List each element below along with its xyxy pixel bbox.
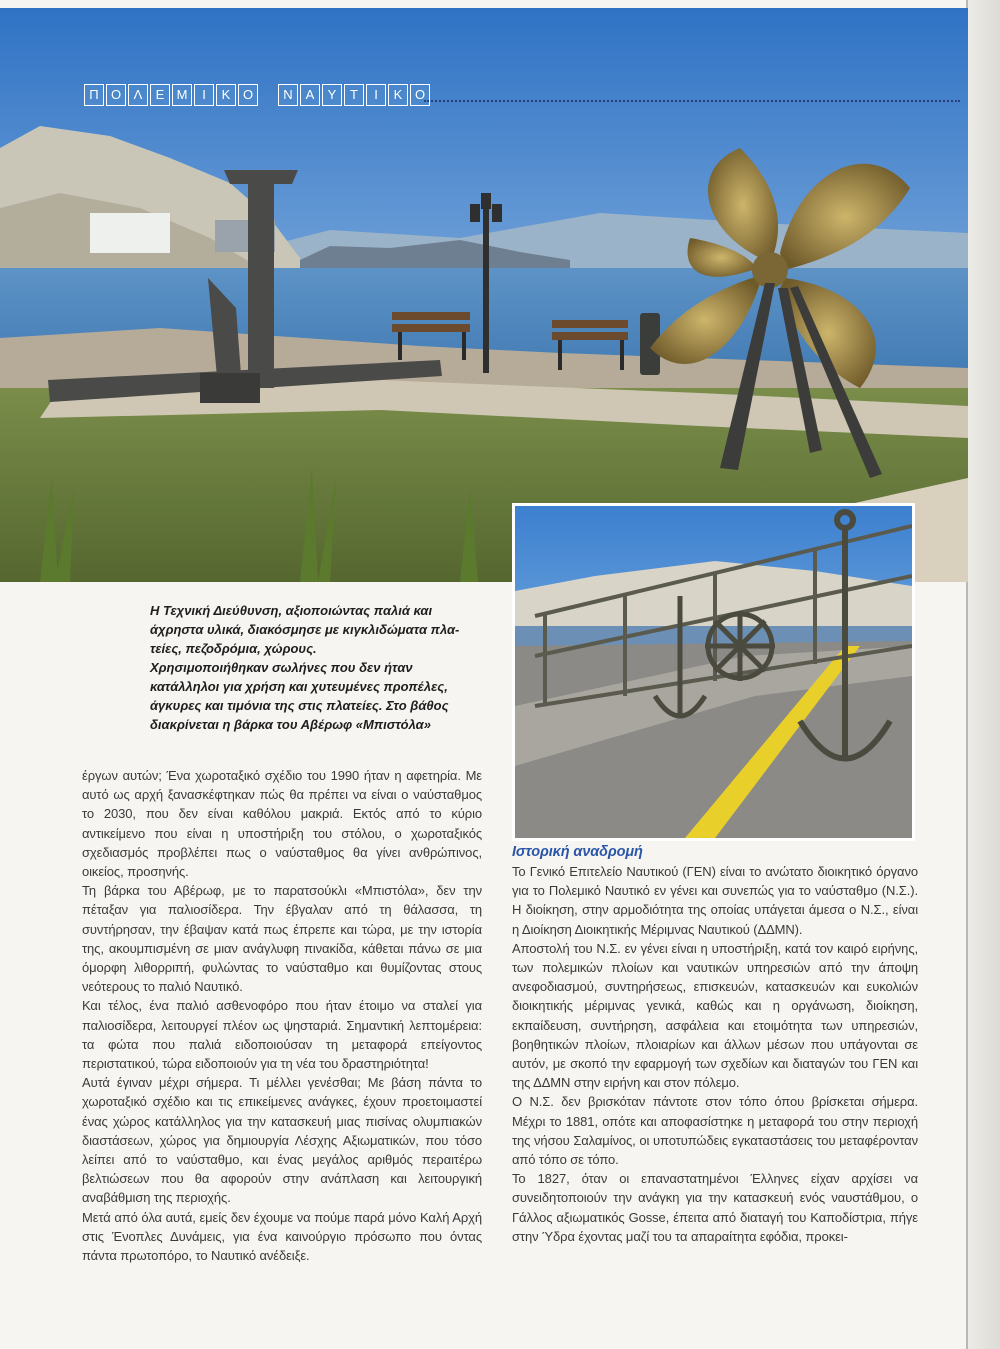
caption-line: Χρησιμοποιήθηκαν σωλήνες που δεν ήταν (150, 660, 413, 675)
inset-photo (512, 503, 915, 841)
caption-line: διακρίνεται η βάρκα του Αβέρωφ «Μπιστόλα» (150, 717, 431, 732)
banner-letter: Λ (128, 84, 148, 106)
banner-letter: Ο (106, 84, 126, 106)
caption-line: Η Τεχνική Διεύθυνση, αξιοποιώντας παλιά και (150, 603, 433, 618)
banner-letter: Π (84, 84, 104, 106)
paragraph: Ο Ν.Σ. δεν βρισκόταν πάντοτε στον τόπο όπου βρίσκεται σήμερα. Μέχρι το 1881, οπότε και αποφασίστηκε η μεταφορά του στην περιοχή της νήσου Σαλαμίνος, οι υποτυπώδεις εγκαταστάσεις του μεταφέρονταν από τόπο σε τόπο. (512, 1094, 918, 1168)
paragraph: Αποστολή του Ν.Σ. εν γένει είναι η υποστήριξη, κατά τον καιρό ειρήνης, των πολεμικών πλοίων και ναυτικών υπηρεσιών από την άποψη ανεφοδιασμού, συντηρήσεως, επισκευών, κατασκευών και ευκολιών διοικητικής μέριμνας γενικά, καθώς και η οργάνωση, διοίκηση, εκπαίδευση, συντήρηση, ασφάλεια και ετοιμότητα των υπηρεσιών, βοηθητικών πλοίων, πλοιαρίων και άλλων μέσων που υπάγονται σε αυτόν, με σκοπό την εφαρμογή των σχεδίων και διαταγών του ΓΕΝ και της ΔΔΜΝ στην ειρήνη και στον πόλεμο. (512, 940, 918, 1091)
banner-letter: Ν (278, 84, 298, 106)
banner-letter: Κ (388, 84, 408, 106)
caption-line: τείες, πεζοδρόμια, χώρους. (150, 641, 317, 656)
caption-line: άγκυρες και τιμόνια της στις πλατείες. Στο βάθος (150, 698, 449, 713)
right-article-column (512, 843, 918, 1246)
paragraph: έργων αυτών; Ένα χωροταξικό σχέδιο του 1990 ήταν η αφετηρία. Με αυτό ως αρχή ξανασκέφτηκαν πώς θα πρέπει να είναι ο ναύσταθμος το 2030, που δεν είναι καθόλου μακριά. Εκτός από το κύριο αντικείμενο που είναι η υποστήριξη του στόλου, ο χωροταξικός σχεδιασμός προβλέπει πως ο ναύσταθμος θα γίνει ανθρώπινος, οικείος, προσηνής. (82, 768, 482, 880)
banner-letter: Υ (322, 84, 342, 106)
banner-letter: Ι (194, 84, 214, 106)
ship-wheel (705, 611, 775, 681)
paragraph: Το Γενικό Επιτελείο Ναυτικού (ΓΕΝ) είναι το ανώτατο διοικητικό όργανο για το Πολεμικό Ναυτικό εν γένει και συνεπώς για το ναύσταθμο (Ν.Σ.). Η διοίκηση, στην αρμοδιότητα της οποίας υπάγεται άμεσα ο Ν.Σ., είναι η Διοίκηση Διοικητικής Μέριμνας Ναυτικού (ΔΔΜΝ). (512, 864, 918, 937)
paragraph: Αυτά έγιναν μέχρι σήμερα. Τι μέλλει γενέσθαι; Με βάση πάντα το χωροταξικό σχέδιο και τις επικείμενες ανάγκες, έχουν προετοιμαστεί ένας χώρος κατάλληλος για την κατασκευή μιας πισίνας ολυμπιακών διαστάσεων, χώρος για δημιουργία Λέσχης Αξιωματικών, που τόσο λείπει από το ναύσταθμο, και ένας μεγάλος αριθμός περαιτέρω βελτιώσεων που θα αφορούν στην ανάπλαση και λειτουργική αναβάθμιση της περιοχής. (82, 1075, 482, 1206)
banner-letter: Α (300, 84, 320, 106)
banner-letter: Ο (238, 84, 258, 106)
banner-letter: Μ (172, 84, 192, 106)
banner-letter: Κ (216, 84, 236, 106)
banner-letter: Ο (410, 84, 430, 106)
paragraph: Και τέλος, ένα παλιό ασθενοφόρο που ήταν έτοιμο να σταλεί για παλιοσίδερα, λειτουργεί πλέον ως ψησταριά. Σημαντική λεπτομέρεια: τα φώτα που παλιά ειδοποιούσαν τη μεταφορά επείγοντος περιστατικού, τώρα ειδοποιούν για τη νέα του δραστηριότητα! (82, 998, 482, 1072)
banner-letter: Ι (366, 84, 386, 106)
paragraph: Το 1827, όταν οι επαναστατημένοι Έλληνες είχαν αρχίσει να συνειδητοποιούν την ανάγκη για την κατασκευή ενός ναυστάθμου, ο Γάλλος αξιωματικός Gosse, έπειτα από διαταγή του Καποδίστρια, πήγε στην Ύδρα έχοντας μαζί του τα απαραίτητα εφόδια, προκει- (512, 1171, 918, 1244)
caption-line: άχρηστα υλικά, διακόσμησε με κιγκλιδώματα πλα- (150, 622, 460, 637)
left-article-column (82, 766, 482, 1265)
caption-line: κατάλληλοι για χρήση και χυτευμένες προπέλες, (150, 679, 448, 694)
banner-letter: Τ (344, 84, 364, 106)
page-margin (968, 0, 1000, 1349)
banner-letter: Ε (150, 84, 170, 106)
section-heading: Ιστορική αναδρομή (512, 844, 643, 860)
paragraph: Μετά από όλα αυτά, εμείς δεν έχουμε να πούμε παρά μόνο Καλή Αρχή στις Ένοπλες Δυνάμεις, για ένα καινούργιο πρόσωπο που όντας πάντα πρωτοπόρο, το Ναυτικό ανέδειξε. (82, 1209, 482, 1264)
section-banner (84, 84, 430, 106)
photo-caption (150, 601, 470, 734)
paragraph: Τη βάρκα του Αβέρωφ, με το παρατσούκλι «Μπιστόλα», δεν την πέταξαν για παλιοσίδερα. Την έβγαλαν από τη θάλασσα, τη συντήρησαν, την έβαψαν κατά πως έπρεπε και τώρα, με την ιστορία της, ακουμπισμένη σε μιαν ανάγλυφη πινακίδα, κάθεται πάνω σε μια όμορφη λιθορριπή, φυλώντας το ναύσταθμο και θυμίζοντας στους νεότερους το παλιό Ναυτικό. (82, 883, 482, 995)
dotted-rule (424, 100, 960, 102)
